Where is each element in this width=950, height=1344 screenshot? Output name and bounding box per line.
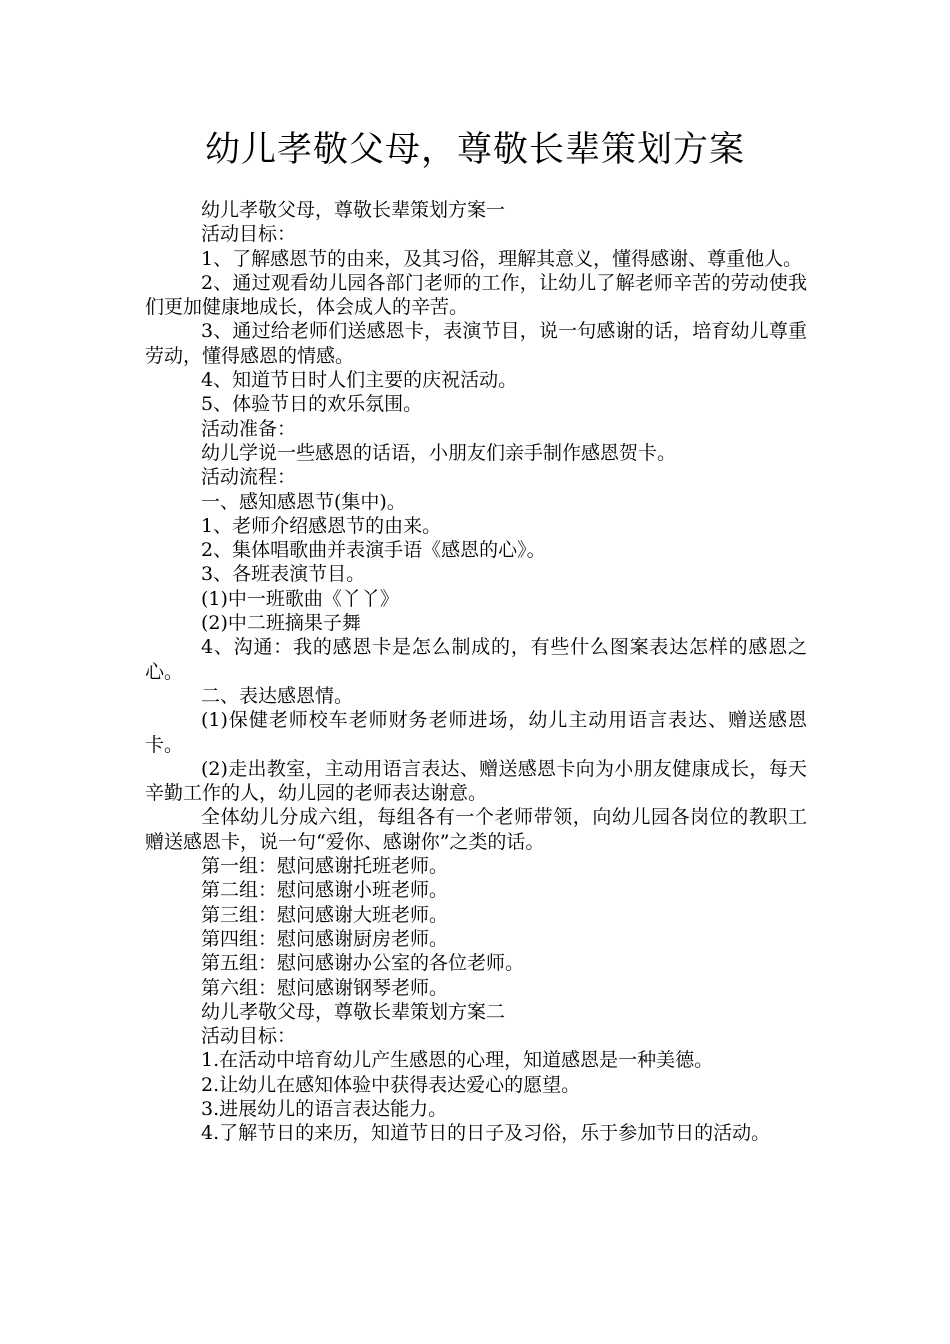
paragraph: 第四组：慰问感谢厨房老师。 xyxy=(201,927,449,950)
paragraph: 幼儿学说一些感恩的话语，小朋友们亲手制作感恩贺卡。 xyxy=(201,441,677,464)
paragraph: 第六组：慰问感谢钢琴老师。 xyxy=(201,976,449,999)
paragraph: 2、通过观看幼儿园各部门老师的工作，让幼儿了解老师辛苦的劳动使我们更加健康地成长，体会成人的辛苦。 xyxy=(145,271,807,319)
paragraph: 幼儿孝敬父母，尊敬长辈策划方案一 xyxy=(201,199,506,221)
paragraph: (2)走出教室，主动用语言表达、赠送感恩卡向为小朋友健康成长，每天辛勤工作的人，幼儿园的老师表达谢意。 xyxy=(145,757,807,805)
paragraph: 3.进展幼儿的语言表达能力。 xyxy=(201,1097,448,1120)
paragraph: 1.在活动中培育幼儿产生感恩的心理，知道感恩是一种美德。 xyxy=(201,1049,714,1072)
document-title: 幼儿孝敬父母，尊敬长辈策划方案 xyxy=(204,130,745,170)
paragraph: (1)保健老师校车老师财务老师进场，幼儿主动用语言表达、赠送感恩卡。 xyxy=(145,709,807,756)
paragraph: 1、老师介绍感恩节的由来。 xyxy=(201,514,442,537)
paragraph: 5、体验节日的欢乐氛围。 xyxy=(201,393,423,416)
paragraph: 第三组：慰问感谢大班老师。 xyxy=(201,903,449,926)
paragraph: 4.了解节日的来历，知道节日的日子及习俗，乐于参加节日的活动。 xyxy=(201,1122,771,1145)
paragraph: 活动准备： xyxy=(201,417,297,440)
paragraph: 3、通过给老师们送感恩卡，表演节目，说一句感谢的话，培育幼儿尊重劳动，懂得感恩的情感。 xyxy=(145,320,807,367)
paragraph: 4、沟通：我的感恩卡是怎么制成的，有些什么图案表达怎样的感恩之心。 xyxy=(145,636,807,683)
paragraph: 2、集体唱歌曲并表演手语《感恩的心》。 xyxy=(201,539,546,562)
paragraph: (2)中二班摘果子舞 xyxy=(201,612,361,635)
paragraph: (1)中一班歌曲《丫丫》 xyxy=(201,587,399,610)
paragraph: 幼儿孝敬父母，尊敬长辈策划方案二 xyxy=(201,1000,506,1023)
paragraph: 二、表达感恩情。 xyxy=(201,684,354,707)
paragraph: 第二组：慰问感谢小班老师。 xyxy=(201,879,449,902)
paragraph: 活动流程： xyxy=(201,466,297,489)
paragraph: 1、了解感恩节的由来，及其习俗，理解其意义，懂得感谢、尊重他人。 xyxy=(201,247,803,270)
paragraph: 3、各班表演节目。 xyxy=(201,563,366,586)
paragraph: 第一组：慰问感谢托班老师。 xyxy=(201,855,449,878)
document-body xyxy=(145,198,807,1146)
paragraph: 活动目标： xyxy=(201,223,297,246)
paragraph: 一、感知感恩节(集中)。 xyxy=(201,490,406,513)
paragraph: 4、知道节日时人们主要的庆祝活动。 xyxy=(201,369,518,392)
paragraph: 2.让幼儿在感知体验中获得表达爱心的愿望。 xyxy=(201,1073,581,1096)
paragraph: 全体幼儿分成六组，每组各有一个老师带领，向幼儿园各岗位的教职工赠送感恩卡，说一句“爱你、感谢你”之类的话。 xyxy=(145,806,807,853)
paragraph: 第五组：慰问感谢办公室的各位老师。 xyxy=(201,952,525,975)
paragraph: 活动目标： xyxy=(201,1025,297,1048)
